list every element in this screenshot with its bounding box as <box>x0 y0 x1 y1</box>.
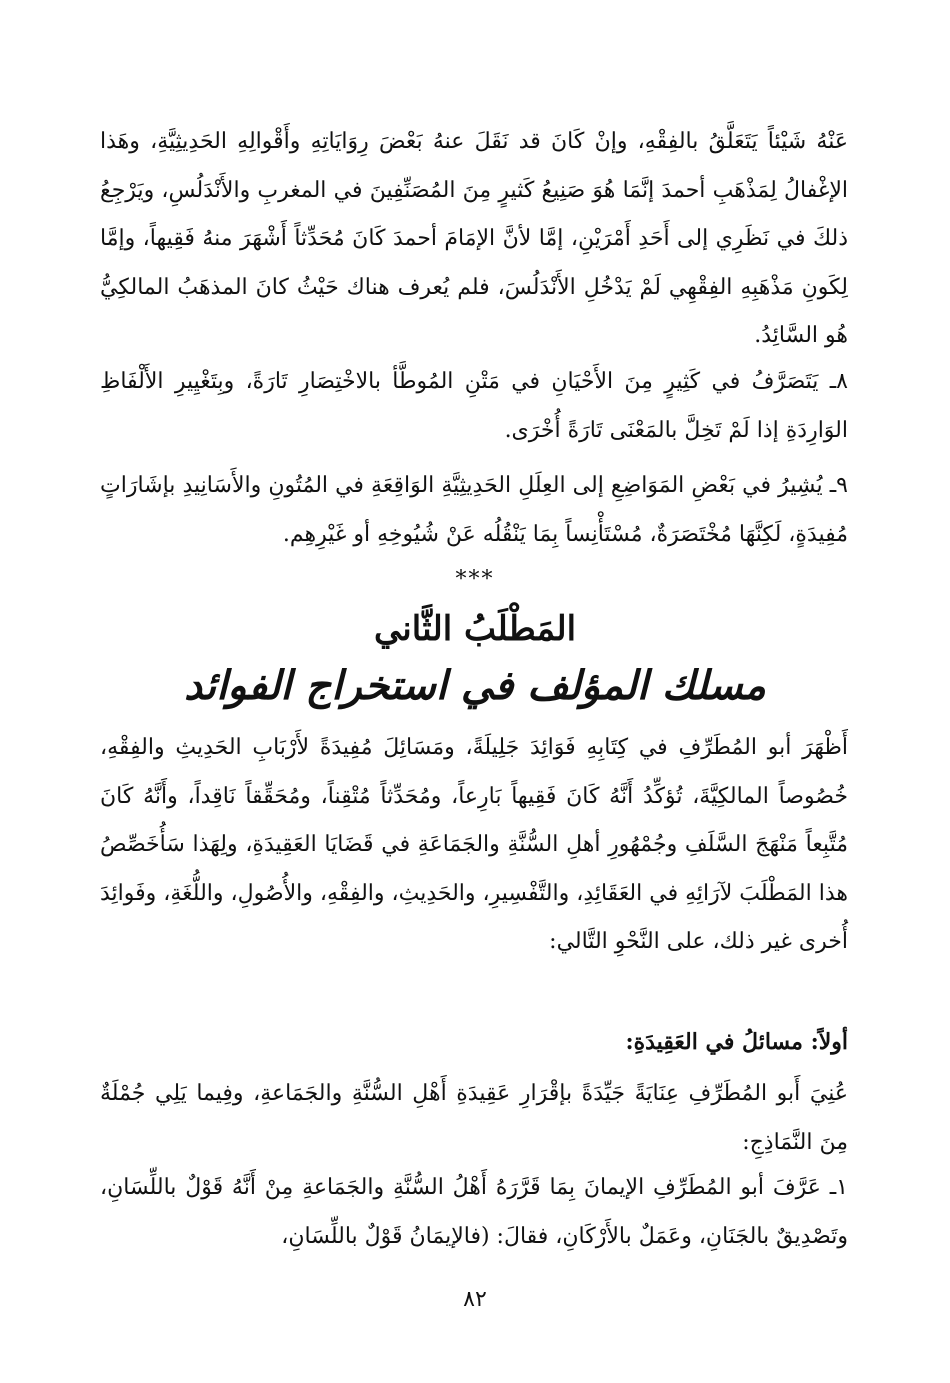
paragraph-item-8: ٨ـ يَتَصَرَّفُ في كَثِيرٍ مِنَ الأَحْيَانِ في مَتْنِ المُوطَّأ بالاخْتِصَارِ تَارَةً، وبِتَغْيِيرِ الأَلْفَاظِ الوَارِدَةِ إذا لَمْ تَخِلَّ بالمَعْنَى تَارَةً أُخْرَى. <box>100 369 848 443</box>
page-number: ٨٢ <box>463 1287 487 1312</box>
section-label: المَطْلَبُ الثَّاني <box>373 609 577 649</box>
paragraph-aqeedah-intro: عُنِيَ أَبو المُطَرِّفِ عِنَايَةً جَيِّدَةً بإقْرَارِ عَقِيدَةِ أَهْلِ السُّنَّةِ والجَمَاعةِ، وفِيما يَلِي جُمْلَةٌ مِنَ النَّمَاذِجِ: <box>100 1081 848 1155</box>
section-title: مسلك المؤلف في استخراج الفوائد <box>184 662 766 709</box>
section-separator: *** <box>455 567 495 592</box>
paragraph-item-1: ١ـ عَرَّفَ أبو المُطَرِّفِ الإيمانَ بِمَا قَرَّرَهُ أَهْلُ السُّنَّةِ والجَمَاعةِ مِنْ أَنَّهُ قَوْلٌ باللِّسَانِ، وتَصْدِيقٌ بالجَنَانِ، وعَمَلٌ بالأَرْكَانِ، فقالَ: (فالإيمَانُ قَوْلٌ باللِّسَانِ، <box>100 1175 848 1249</box>
paragraph-fiqh-neglect: عَنْهُ شَيْئاً يَتَعَلَّقُ بالفِقْهِ، وإنْ كَانَ قد نَقَلَ عنهُ بَعْضَ رِوَايَاتِهِ وأَقْوالِهِ الحَدِيثِيَّةِ، وهَذا الإغْفالُ لِمَذْهَبِ أحمدَ إنَّمَا هُوَ صَنِيعُ كَثيرٍ مِنَ المُصَنِّفِينَ في المغربِ والأَنْدَلُسِ، ويَرْجِعُ ذلكَ في نَظَرِي إلى أَحَدِ أَمْرَيْنِ، إمَّا لأنَّ الإمَامَ أحمدَ كَانَ مُحَدِّثاً أَشْهَرَ منهُ فَقِيهاً، وإمَّا لِكَونِ مَذْهَبِهِ الفِقْهِي لَمْ يَدْخُلِ الأَنْدَلُسَ، فلم يُعرف هناك حَيْثُ كانَ المذهَبُ المالكِيُّ هُو السَّائِدُ. <box>100 129 848 348</box>
subheading-aqeedah: أولاً: مسائلُ في العَقِيدَةِ: <box>625 1029 848 1055</box>
paragraph-intro: أَظْهَرَ أبو المُطَرِّفِ في كِتَابِهِ فَوَائِدَ جَلِيلَةً، ومَسَائِلَ مُفِيدَةً لأَرْبَابِ الحَدِيثِ والفِقْهِ، خُصُوصاً المالكِيَّةَ، تُؤكِّدُ أَنَّهُ كَانَ فَقِيهاً بَارِعاً، ومُحَدِّثاً مُتْقِناً، ومُحَقِّقاً نَاقِداً، وأَنَّهُ كَانَ مُتَّبِعاً مَنْهَجَ السَّلَفِ وجُمْهُورِ أهلِ السُّنَّةِ والجَمَاعَةِ في قَضَايَا العَقِيدَةِ، ولِهَذا سَأُخَصِّصُ هذا المَطْلَبَ لآرَائِهِ في العَقَائِدِ، والتَّفْسِيرِ، والحَدِيثِ، والفِقْهِ، والأُصُولِ، واللُّغَةِ، وفَوائِدَ أُخرى غير ذلك، على النَّحْوِ التَّالي: <box>100 735 848 954</box>
paragraph-item-9: ٩ـ يُشِيرُ في بَعْضِ المَوَاضِعِ إلى العِلَلِ الحَدِيثِيَّةِ الوَاقِعَةِ في المُتُونِ والأَسَانِيدِ بإشَارَاتٍ مُفِيدَةٍ، لَكِنَّهَا مُخْتَصَرَةٌ، مُسْتَأْنِساً بِمَا يَنْقُلُه عَنْ شُيُوخِهِ أو غَيْرِهِم. <box>100 473 848 547</box>
